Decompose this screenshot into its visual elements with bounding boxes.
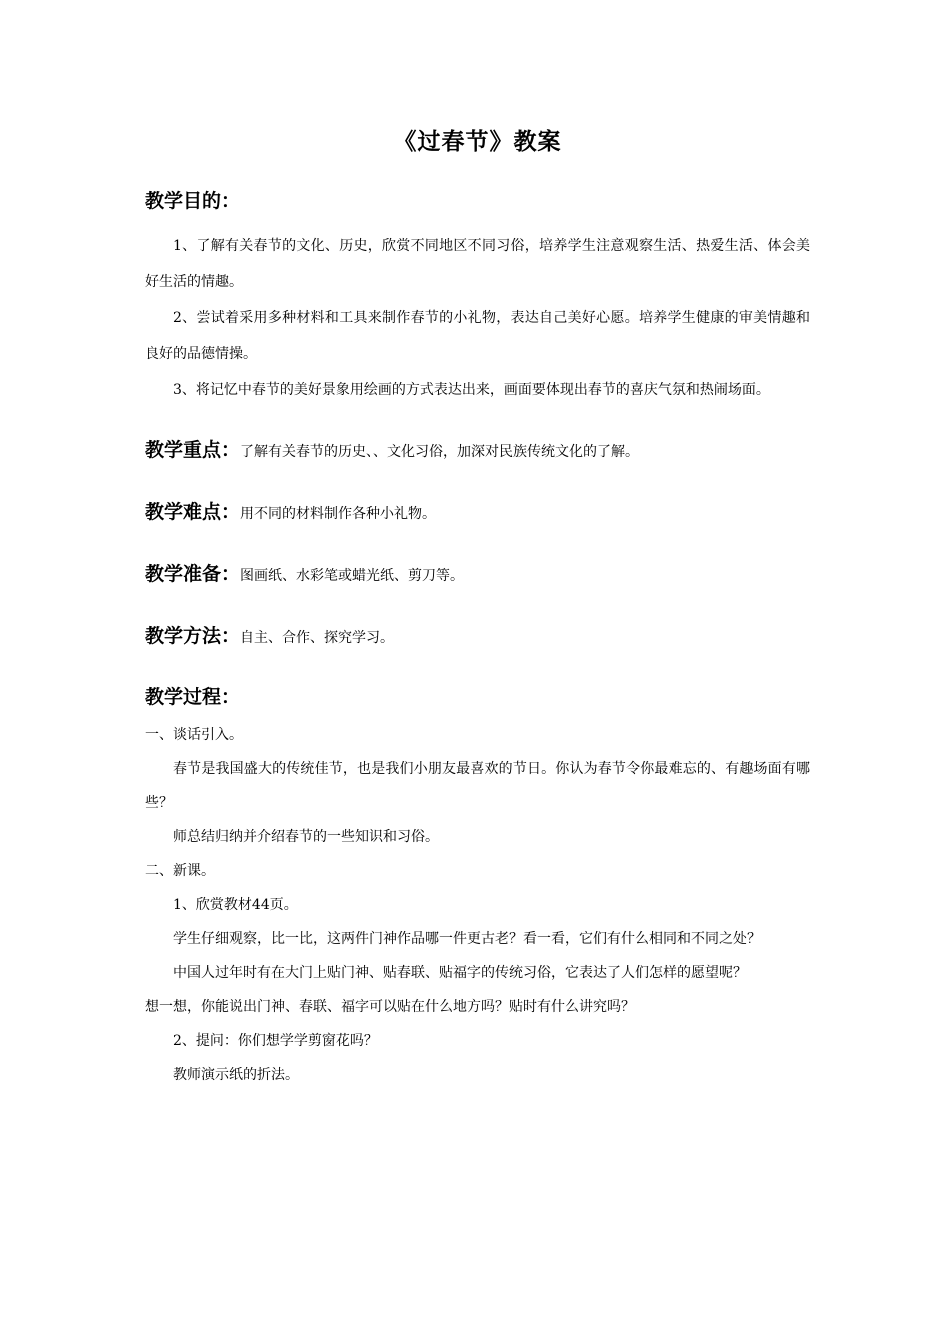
process-part2-item2: 2、提问：你们想学学剪窗花吗？: [173, 1033, 378, 1049]
process-part1-text2: 师总结归纳并介绍春节的一些知识和习俗。: [173, 829, 439, 845]
key-points-row: [145, 432, 810, 470]
difficulties-value: 用不同的材料制作各种小礼物。: [240, 506, 437, 522]
objectives-section: [145, 186, 810, 216]
objective-item-2: 2、尝试着采用多种材料和工具来制作春节的小礼物，表达自己美好心愿。培养学生健康的审美情趣和良好的品德情操。: [145, 310, 810, 362]
preparation-value: 图画纸、水彩笔或蜡光纸、剪刀等。: [240, 568, 465, 584]
process-section: [145, 682, 810, 712]
difficulties-row: [145, 494, 810, 532]
process-part1-title: 一、谈话引入。: [145, 727, 243, 743]
process-part2-text1: 学生仔细观察，比一比，这两件门神作品哪一件更古老？看一看，它们有什么相同和不同之处？: [173, 931, 761, 947]
objective-item-1: 1、了解有关春节的文化、历史，欣赏不同地区不同习俗，培养学生注意观察生活、热爱生活、体会美好生活的情趣。: [145, 238, 810, 290]
process-part2-text2: 中国人过年时有在大门上贴门神、贴春联、贴福字的传统习俗，它表达了人们怎样的愿望呢？: [173, 965, 747, 981]
key-points-value: 了解有关春节的历史、、文化习俗，加深对民族传统文化的了解。: [240, 444, 640, 460]
objective-item-3: 3、将记忆中春节的美好景象用绘画的方式表达出来，画面要体现出春节的喜庆气氛和热闹场面。: [173, 382, 770, 398]
process-part2-item1: 1、欣赏教材44页。: [173, 897, 298, 913]
process-part2-title: 二、新课。: [145, 863, 215, 879]
methods-value: 自主、合作、探究学习。: [240, 630, 395, 646]
process-heading: 教学过程：: [145, 686, 241, 708]
preparation-row: [145, 556, 810, 594]
document-title: 《过春节》教案: [393, 129, 562, 155]
preparation-label: 教学准备：: [145, 563, 241, 585]
methods-row: [145, 618, 810, 656]
objectives-heading: 教学目的：: [145, 190, 241, 212]
process-part2-text4: 教师演示纸的折法。: [173, 1067, 299, 1083]
key-points-label: 教学重点：: [145, 439, 241, 461]
difficulties-label: 教学难点：: [145, 501, 241, 523]
process-part2-text3: 想一想，你能说出门神、春联、福字可以贴在什么地方吗？贴时有什么讲究吗？: [145, 999, 635, 1015]
document-page: [145, 120, 810, 1092]
methods-label: 教学方法：: [145, 625, 241, 647]
process-part1-text1: 春节是我国盛大的传统佳节，也是我们小朋友最喜欢的节日。你认为春节令你最难忘的、有趣场面有哪些？: [145, 761, 810, 811]
